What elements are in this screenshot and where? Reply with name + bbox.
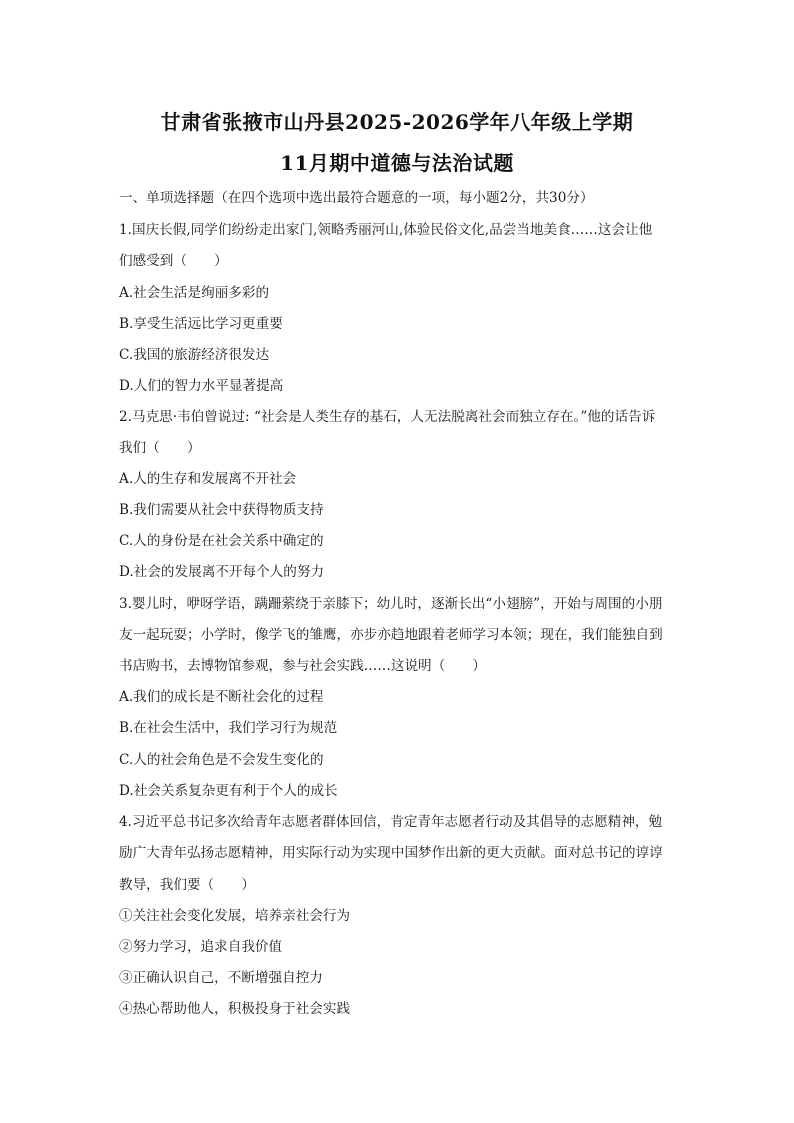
question-4-option-4: ④热心帮助他人，积极投身于社会实践 <box>119 1001 351 1017</box>
question-2-option-a: A.人的生存和发展离不开社会 <box>119 471 297 487</box>
question-2-option-c: C.人的身份是在社会关系中确定的 <box>119 533 324 549</box>
section-heading: 一、单项选择题（在四个选项中选出最符合题意的一项，每小题2分，共30分） <box>119 190 594 206</box>
question-2-option-d: D.社会的发展离不开每个人的努力 <box>119 564 325 580</box>
question-2-option-b: B.我们需要从社会中获得物质支持 <box>119 502 324 518</box>
question-4-option-3: ③正确认识自己，不断增强自控力 <box>119 970 323 986</box>
question-4-stem-line-1: 4.习近平总书记多次给青年志愿者群体回信，肯定青年志愿者行动及其倡导的志愿精神，勉 <box>119 814 663 830</box>
question-1-option-b: B.享受生活远比学习更重要 <box>119 316 283 332</box>
question-1-stem-line-1: 1.国庆长假,同学们纷纷走出家门,领略秀丽河山,体验民俗文化,品尝当地美食……这会让他 <box>119 222 653 238</box>
question-1-option-a: A.社会生活是绚丽多彩的 <box>119 285 270 301</box>
question-4-stem-line-3: 教导，我们要（ ） <box>119 877 255 893</box>
question-3-stem-line-2: 友一起玩耍；小学时，像学飞的雏鹰，亦步亦趋地跟着老师学习本领；现在，我们能独自到 <box>119 627 663 643</box>
exam-title-line1: 甘肃省张掖市山丹县2025-2026学年八年级上学期 <box>160 110 634 134</box>
question-4-option-2: ②努力学习，追求自我价值 <box>119 939 283 955</box>
question-4-stem-line-2: 励广大青年弘扬志愿精神，用实际行动为实现中国梦作出新的更大贡献。面对总书记的谆谆 <box>119 845 663 861</box>
question-3-option-a: A.我们的成长是不断社会化的过程 <box>119 689 324 705</box>
question-3-option-d: D.社会关系复杂更有利于个人的成长 <box>119 783 338 799</box>
question-1-option-c: C.我国的旅游经济很发达 <box>119 347 270 363</box>
question-2-stem-line-1: 2.马克思·韦伯曾说过: “社会是人类生存的基石，人无法脱离社会而独立存在。”他的话告诉 <box>119 409 656 425</box>
question-3-option-c: C.人的社会角色是不会发生变化的 <box>119 752 324 768</box>
question-1-option-d: D.人们的智力水平显著提高 <box>119 378 284 394</box>
question-3-stem-line-1: 3.婴儿时，咿呀学语，蹒跚萦绕于亲膝下；幼儿时，逐渐长出“小翅膀”，开始与周围的小朋 <box>119 596 663 612</box>
exam-title-line2: 11月期中道德与法治试题 <box>280 151 514 175</box>
question-3-option-b: B.在社会生活中，我们学习行为规范 <box>119 720 338 736</box>
question-4-option-1: ①关注社会变化发展，培养亲社会行为 <box>119 908 351 924</box>
question-1-stem-line-2: 们感受到（ ） <box>119 253 228 269</box>
question-3-stem-line-3: 书店购书，去博物馆参观，参与社会实践……这说明（ ） <box>119 658 487 674</box>
question-2-stem-line-2: 我们（ ） <box>119 440 201 456</box>
